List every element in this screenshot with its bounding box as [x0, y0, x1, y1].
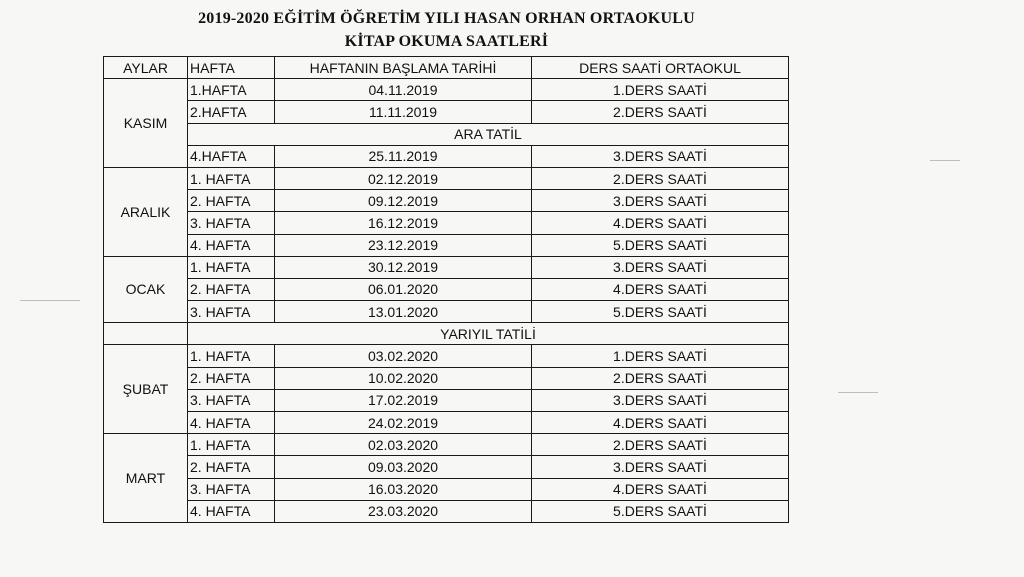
table-row — [104, 79, 789, 101]
break-row — [104, 123, 789, 145]
week-cell: 1. HAFTA — [188, 256, 275, 278]
lesson-cell: 1.DERS SAATİ — [532, 79, 789, 101]
week-cell: 4. HAFTA — [188, 412, 275, 434]
table-row — [104, 212, 789, 234]
document-subtitle: KİTAP OKUMA SAATLERİ — [344, 33, 549, 50]
date-cell: 10.02.2020 — [275, 367, 532, 389]
scan-mark — [930, 160, 960, 161]
table-row — [104, 500, 789, 522]
lesson-cell: 4.DERS SAATİ — [532, 212, 789, 234]
lesson-cell: 1.DERS SAATİ — [532, 345, 789, 367]
date-cell: 16.12.2019 — [275, 212, 532, 234]
date-cell: 13.01.2020 — [275, 301, 532, 323]
date-cell: 25.11.2019 — [275, 145, 532, 167]
date-cell: 17.02.2019 — [275, 389, 532, 411]
table-row — [104, 345, 789, 367]
header-week: HAFTA — [188, 57, 275, 79]
scan-mark — [20, 300, 80, 301]
week-cell: 3. HAFTA — [188, 389, 275, 411]
scan-mark — [838, 392, 878, 393]
week-cell: 3. HAFTA — [188, 478, 275, 500]
break-yariyil-tatili: YARIYIL TATİLİ — [188, 323, 789, 345]
week-cell: 1. HAFTA — [188, 434, 275, 456]
date-cell: 23.03.2020 — [275, 500, 532, 522]
lesson-cell: 5.DERS SAATİ — [532, 500, 789, 522]
week-cell: 2. HAFTA — [188, 278, 275, 300]
date-cell: 03.02.2020 — [275, 345, 532, 367]
table-row — [104, 367, 789, 389]
table-row — [104, 278, 789, 300]
date-cell: 16.03.2020 — [275, 478, 532, 500]
date-cell: 06.01.2020 — [275, 278, 532, 300]
week-cell: 2. HAFTA — [188, 367, 275, 389]
table-row — [104, 167, 789, 189]
table-row — [104, 190, 789, 212]
month-mart: MART — [104, 434, 188, 523]
date-cell: 11.11.2019 — [275, 101, 532, 123]
week-cell: 3. HAFTA — [188, 212, 275, 234]
date-cell: 30.12.2019 — [275, 256, 532, 278]
table-row — [104, 478, 789, 500]
week-cell: 1. HAFTA — [188, 345, 275, 367]
lesson-cell: 5.DERS SAATİ — [532, 234, 789, 256]
month-kasim: KASIM — [104, 79, 188, 168]
document-title: 2019-2020 EĞİTİM ÖĞRETİM YILI HASAN ORHAN ORTAOKULU — [198, 10, 695, 27]
date-cell: 04.11.2019 — [275, 79, 532, 101]
table-row — [104, 234, 789, 256]
date-cell: 09.03.2020 — [275, 456, 532, 478]
lesson-cell: 4.DERS SAATİ — [532, 478, 789, 500]
week-cell: 4. HAFTA — [188, 500, 275, 522]
week-cell: 2.HAFTA — [188, 101, 275, 123]
table-row — [104, 434, 789, 456]
lesson-cell: 3.DERS SAATİ — [532, 190, 789, 212]
break-row — [104, 323, 789, 345]
header-lesson: DERS SAATİ ORTAOKUL — [532, 57, 789, 79]
break-ara-tatil: ARA TATİL — [188, 123, 789, 145]
date-cell: 02.03.2020 — [275, 434, 532, 456]
month-subat: ŞUBAT — [104, 345, 188, 434]
date-cell: 09.12.2019 — [275, 190, 532, 212]
week-cell: 4.HAFTA — [188, 145, 275, 167]
table-row — [104, 456, 789, 478]
table-row — [104, 101, 789, 123]
table-row — [104, 256, 789, 278]
month-aralik: ARALIK — [104, 167, 188, 256]
week-cell: 4. HAFTA — [188, 234, 275, 256]
date-cell: 02.12.2019 — [275, 167, 532, 189]
spacer-cell — [104, 323, 188, 345]
table-row — [104, 412, 789, 434]
header-row — [104, 57, 789, 79]
lesson-cell: 4.DERS SAATİ — [532, 278, 789, 300]
lesson-cell: 2.DERS SAATİ — [532, 101, 789, 123]
week-cell: 1.HAFTA — [188, 79, 275, 101]
date-cell: 24.02.2019 — [275, 412, 532, 434]
table-row — [104, 145, 789, 167]
lesson-cell: 2.DERS SAATİ — [532, 367, 789, 389]
week-cell: 2. HAFTA — [188, 190, 275, 212]
table-row — [104, 301, 789, 323]
week-cell: 3. HAFTA — [188, 301, 275, 323]
week-cell: 2. HAFTA — [188, 456, 275, 478]
lesson-cell: 3.DERS SAATİ — [532, 456, 789, 478]
lesson-cell: 3.DERS SAATİ — [532, 389, 789, 411]
lesson-cell: 4.DERS SAATİ — [532, 412, 789, 434]
lesson-cell: 3.DERS SAATİ — [532, 256, 789, 278]
month-ocak: OCAK — [104, 256, 188, 323]
lesson-cell: 5.DERS SAATİ — [532, 301, 789, 323]
header-start-date: HAFTANIN BAŞLAMA TARİHİ — [275, 57, 532, 79]
lesson-cell: 2.DERS SAATİ — [532, 167, 789, 189]
week-cell: 1. HAFTA — [188, 167, 275, 189]
header-months: AYLAR — [104, 57, 188, 79]
lesson-cell: 3.DERS SAATİ — [532, 145, 789, 167]
table-row — [104, 389, 789, 411]
lesson-cell: 2.DERS SAATİ — [532, 434, 789, 456]
schedule-table — [103, 56, 789, 523]
date-cell: 23.12.2019 — [275, 234, 532, 256]
